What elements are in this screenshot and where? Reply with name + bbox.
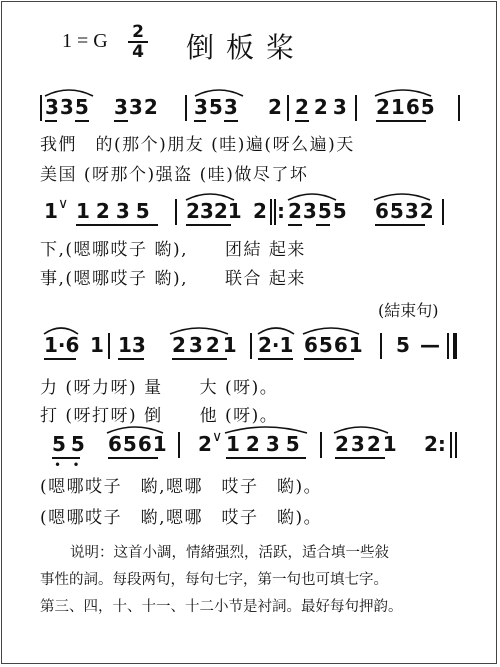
barline (355, 95, 357, 121)
underline-beam (75, 120, 89, 122)
underline-beam (44, 358, 76, 360)
slur (105, 423, 165, 435)
underline-beam (186, 224, 231, 226)
octave-dot: • • (54, 458, 80, 472)
lyric-line-1: 力 (呀力呀) 量 大 (呀)。 (40, 378, 279, 398)
lyric-line-1: (嗯哪哎子 喲,嗯哪 哎子 喲)。 (40, 477, 323, 497)
note-group: 2165 (376, 95, 436, 119)
note-group: 1235 (76, 199, 156, 223)
repeat-barline (450, 432, 452, 458)
song-title: 倒板桨 (186, 31, 307, 64)
lyric-line-1: 下,(嗯哪哎子 喲), 团結 起来 (40, 240, 306, 260)
slur (332, 423, 390, 435)
barline (320, 432, 322, 458)
slur (372, 190, 432, 202)
barline (178, 432, 180, 458)
slur (373, 86, 433, 98)
barline (380, 333, 382, 359)
slur (42, 324, 80, 336)
note: 1 (44, 199, 58, 223)
note-group: 1·6 (44, 333, 80, 357)
underline-beam (194, 120, 206, 122)
note: 2 (268, 95, 282, 119)
description-line: 事性的詞。每段两句，每句七字，第一句也可填七字。 (40, 572, 388, 588)
underline-beam (376, 120, 426, 122)
note-group: 335 (45, 95, 90, 119)
slur (223, 423, 309, 435)
underline-beam (76, 224, 158, 226)
note-group: 55 (52, 432, 90, 456)
underline-beam (295, 120, 309, 122)
barline (442, 199, 444, 225)
note-group: 1235 (226, 432, 306, 456)
barline (108, 333, 110, 359)
note-group: 13 (118, 333, 146, 357)
description-block (40, 540, 480, 621)
description-line: 第三、四，十、十一、十二小节是衬詞。最好每句押韵。 (40, 599, 403, 615)
slur (168, 324, 230, 336)
note-group: 2321 (186, 199, 242, 223)
note-group: 6561 (108, 432, 168, 456)
slur (286, 190, 338, 202)
repeat-barline (274, 199, 276, 225)
lyric-line-1: 我們 的(那个)朋友 (哇)遍(呀么遍)天 (40, 135, 355, 155)
underline-beam (224, 120, 238, 122)
barline (458, 95, 460, 121)
key-signature: 1 = G (62, 30, 108, 52)
underline-beam (304, 358, 354, 360)
lyric-line-2: 美国 (呀那个)强盗 (哇)做尽了坏 (40, 165, 309, 185)
underline-beam (45, 120, 57, 122)
note: 1 (90, 333, 104, 357)
underline-beam (375, 224, 425, 226)
underline-beam (316, 224, 330, 226)
underline-beam (335, 457, 385, 459)
repeat-barline (455, 432, 457, 458)
slur (193, 86, 245, 98)
time-signature (128, 24, 148, 60)
slur (184, 190, 236, 202)
barline (185, 95, 187, 121)
ending-annotation: (結束句) (378, 301, 439, 320)
repeat-dots: : (277, 199, 285, 223)
note-group: 2355 (288, 199, 348, 223)
lyric-line-2: (嗯哪哎子 喲,嗯哪 哎子 喲)。 (40, 508, 323, 528)
system-start-barline (40, 95, 42, 121)
barline (250, 333, 252, 359)
description-line: 说明：这首小調，情緒强烈，活跃，适合填一些敍 (70, 545, 389, 561)
repeat-barline (270, 199, 272, 225)
note-group: 332 (114, 95, 159, 119)
underline-beam (118, 358, 144, 360)
note: 2 (198, 432, 212, 456)
lyric-line-2: 事,(嗯哪哎子 喲), 联合 起来 (40, 269, 306, 289)
time-signature-numerator: 2 (132, 22, 144, 42)
note-group: 2·1 (258, 333, 294, 357)
underline-beam (226, 457, 306, 459)
note-group: 353 (194, 95, 239, 119)
underline-beam (108, 457, 158, 459)
slur (301, 324, 361, 336)
time-signature-denominator: 4 (132, 42, 144, 62)
barline (175, 199, 177, 225)
note-with-repeat: 2: (424, 432, 446, 456)
breath-mark: ∨ (58, 196, 69, 212)
note-group: 2321 (335, 432, 399, 456)
barline (287, 95, 289, 121)
underline-beam (172, 358, 227, 360)
note-group: 2321 (172, 333, 240, 357)
note: 5 (396, 333, 410, 357)
underline-beam (288, 224, 302, 226)
note: 2 (253, 199, 267, 223)
note-group: 223 (295, 95, 352, 119)
note-group: 6561 (304, 333, 364, 357)
lyric-line-2: 打 (呀打呀) 倒 他 (呀)。 (40, 406, 279, 426)
final-barline (453, 333, 457, 359)
note-group: 6532 (375, 199, 435, 223)
dash-extension: — (420, 333, 440, 357)
breath-mark: ∨ (212, 429, 223, 445)
final-barline (447, 333, 449, 359)
slur (43, 86, 95, 98)
underline-beam (258, 358, 293, 360)
slur (256, 324, 296, 336)
underline-beam (114, 120, 128, 122)
